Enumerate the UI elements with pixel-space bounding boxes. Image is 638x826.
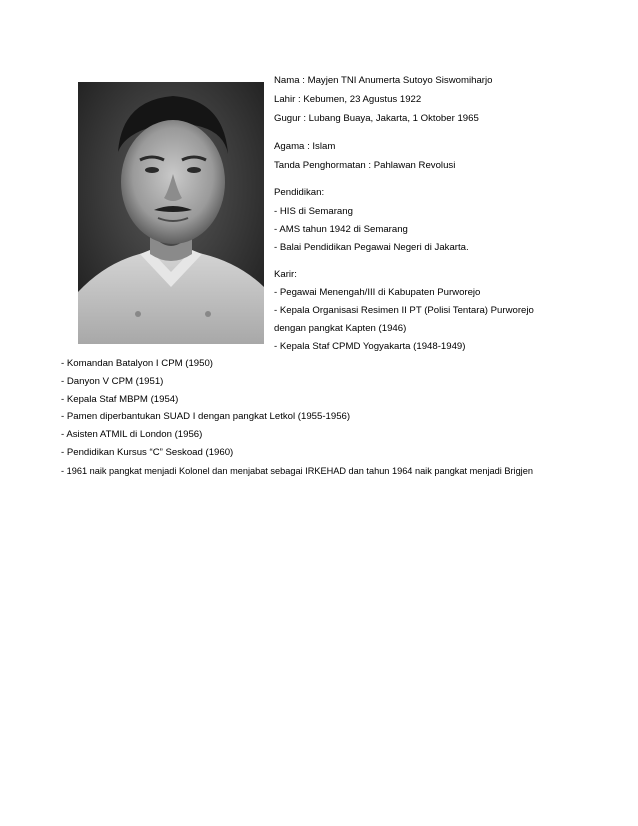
karir-heading: Karir: xyxy=(274,269,297,280)
portrait-image xyxy=(78,82,264,344)
karir-item: - Asisten ATMIL di London (1956) xyxy=(61,429,203,440)
tanda-penghormatan-line: Tanda Penghormatan : Pahlawan Revolusi xyxy=(274,160,456,171)
agama-line: Agama : Islam xyxy=(274,141,336,152)
karir-item: - Danyon V CPM (1951) xyxy=(61,376,164,387)
nama-line: Nama : Mayjen TNI Anumerta Sutoyo Siswomiharjo xyxy=(274,75,493,86)
karir-item: - Komandan Batalyon I CPM (1950) xyxy=(61,358,213,369)
karir-item: - Kepala Organisasi Resimen II PT (Polisi Tentara) Purworejo xyxy=(274,305,534,316)
pendidikan-item: - Balai Pendidikan Pegawai Negeri di Jakarta. xyxy=(274,242,469,253)
karir-item: - Pendidikan Kursus “C” Seskoad (1960) xyxy=(61,447,234,458)
pendidikan-item: - HIS di Semarang xyxy=(274,206,353,217)
karir-item: - Kepala Staf CPMD Yogyakarta (1948-1949) xyxy=(274,341,466,352)
gugur-line: Gugur : Lubang Buaya, Jakarta, 1 Oktober 1965 xyxy=(274,113,479,124)
pendidikan-heading: Pendidikan: xyxy=(274,187,325,198)
karir-item-continuation: dengan pangkat Kapten (1946) xyxy=(274,323,407,334)
pendidikan-item: - AMS tahun 1942 di Semarang xyxy=(274,224,408,235)
karir-item: - 1961 naik pangkat menjadi Kolonel dan menjabat sebagai IRKEHAD dan tahun 1964 naik pangkat menjadi Brigjen xyxy=(61,466,533,476)
karir-item: - Pamen diperbantukan SUAD I dengan pangkat Letkol (1955-1956) xyxy=(61,411,351,422)
lahir-line: Lahir : Kebumen, 23 Agustus 1922 xyxy=(274,94,422,105)
portrait-photo xyxy=(78,82,264,344)
karir-item: - Pegawai Menengah/III di Kabupaten Purworejo xyxy=(274,287,481,298)
karir-item: - Kepala Staf MBPM (1954) xyxy=(61,394,179,405)
